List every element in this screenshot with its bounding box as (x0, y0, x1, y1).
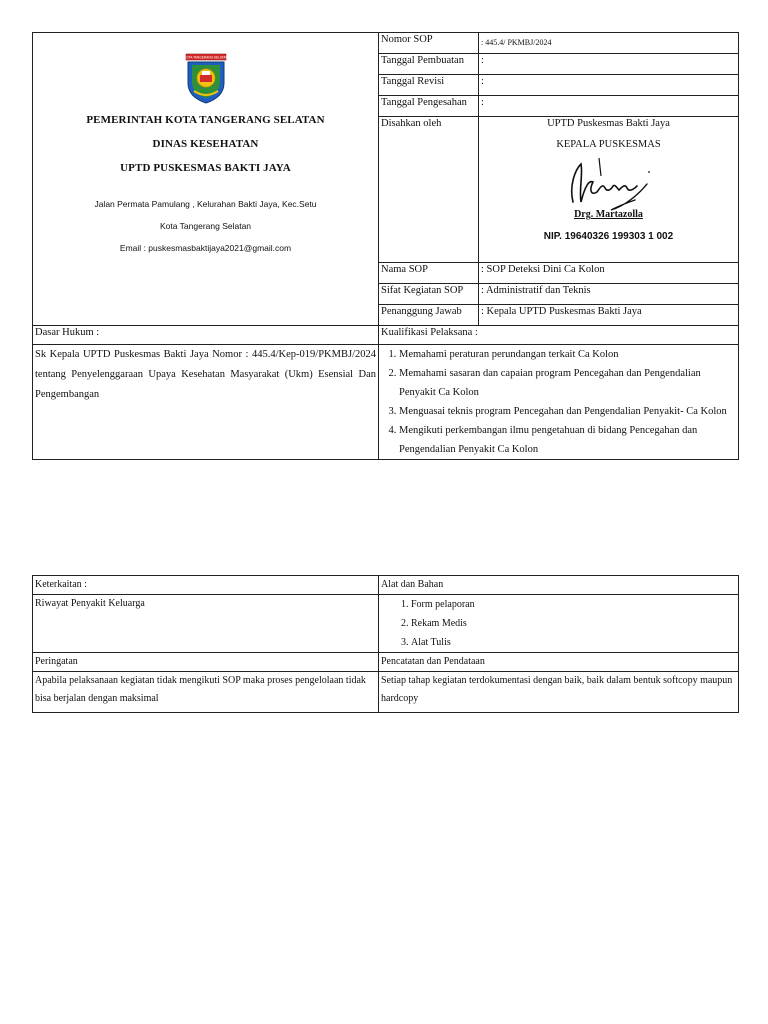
pencatatan-label: Pencatatan dan Pendataan (379, 653, 739, 672)
tanggal-pembuatan-label: Tanggal Pembuatan (379, 54, 479, 75)
keterkaitan-value: Riwayat Penyakit Keluarga (33, 595, 379, 653)
org-name-line3: UPTD PUSKESMAS BAKTI JAYA (120, 162, 291, 174)
tanggal-pembuatan-value: : (479, 54, 739, 75)
handwritten-signature-icon (559, 156, 659, 214)
sifat-kegiatan-value: : Administratif dan Teknis (479, 284, 739, 305)
sifat-kegiatan-label: Sifat Kegiatan SOP (379, 284, 479, 305)
sop-header-table (32, 32, 739, 460)
tanggal-pengesahan-value: : (479, 96, 739, 117)
nomor-sop-value: : 445.4/ PKMBJ/2024 (479, 33, 739, 54)
kualifikasi-item: 2. Memahami sasaran dan capaian program Pencegahan dan Pengendalian Penyakit Ca Kolon (399, 364, 736, 402)
pencatatan-value: Setiap tahap kegiatan terdokumentasi dengan baik, baik dalam bentuk softcopy maupun hardcopy (379, 672, 739, 713)
alat-bahan-item: 1. Form pelaporan (411, 595, 736, 614)
signature-block (479, 117, 739, 263)
penanggung-jawab-value: : Kepala UPTD Puskesmas Bakti Jaya (479, 305, 739, 326)
kualifikasi-item: 1. Memahami peraturan perundangan terkait Ca Kolon (399, 345, 736, 364)
alat-bahan-item: 2. Rekam Medis (411, 614, 736, 633)
alat-bahan-item: 3. Alat Tulis (411, 633, 736, 652)
kualifikasi-item: 4. Mengikuti perkembangan ilmu pengetahuan di bidang Pencegahan dan Pengendalian Penyakit Ca Kolon (399, 421, 736, 459)
address-line2: Kota Tangerang Selatan (159, 221, 252, 231)
email-line: Email : puskesmasbaktijaya2021@gmail.com (119, 243, 292, 253)
penanggung-jawab-label: Penanggung Jawab (379, 305, 479, 326)
disahkan-oleh-label: Disahkan oleh (379, 117, 479, 263)
nama-sop-label: Nama SOP (379, 263, 479, 284)
alat-bahan-label: Alat dan Bahan (379, 576, 739, 595)
signer-institution: UPTD Puskesmas Bakti Jaya (547, 118, 670, 129)
kualifikasi-list (379, 345, 739, 460)
kualifikasi-label: Kualifikasi Pelaksana : (379, 326, 739, 345)
keterkaitan-label: Keterkaitan : (33, 576, 379, 595)
dasar-hukum-text: Sk Kepala UPTD Puskesmas Bakti Jaya Nomor : 445.4/Kep-019/PKMBJ/2024 tentang Penyelenggaraan Upaya Kesehatan Masyarakat (Ukm) Esensial Dan Pengembangan (33, 345, 379, 460)
city-crest-icon (182, 53, 230, 105)
nomor-sop-label: Nomor SOP (379, 33, 479, 54)
signer-name: Drg. Martazolla (574, 209, 643, 220)
institution-header (33, 33, 379, 326)
kualifikasi-item: 3. Menguasai teknis program Pencegahan dan Pengendalian Penyakit- Ca Kolon (399, 402, 736, 421)
org-name-line2: DINAS KESEHATAN (152, 138, 259, 150)
signer-nip: NIP. 19640326 199303 1 002 (543, 231, 674, 242)
tanggal-pengesahan-label: Tanggal Pengesahan (379, 96, 479, 117)
crest-banner-text: KOTA TANGERANG SELATAN (183, 55, 228, 60)
tanggal-revisi-value: : (479, 75, 739, 96)
tanggal-revisi-label: Tanggal Revisi (379, 75, 479, 96)
sop-detail-table (32, 575, 739, 713)
dasar-hukum-label: Dasar Hukum : (33, 326, 379, 345)
signer-title: KEPALA PUSKESMAS (556, 139, 661, 150)
org-name-line1: PEMERINTAH KOTA TANGERANG SELATAN (86, 114, 325, 126)
peringatan-label: Peringatan (33, 653, 379, 672)
alat-bahan-list (379, 595, 739, 653)
address-line1: Jalan Permata Pamulang , Kelurahan Bakti Jaya, Kec.Setu (94, 199, 317, 209)
nama-sop-value: : SOP Deteksi Dini Ca Kolon (479, 263, 739, 284)
peringatan-value: Apabila pelaksanaan kegiatan tidak mengikuti SOP maka proses pengelolaan tidak bisa berjalan dengan maksimal (33, 672, 379, 713)
